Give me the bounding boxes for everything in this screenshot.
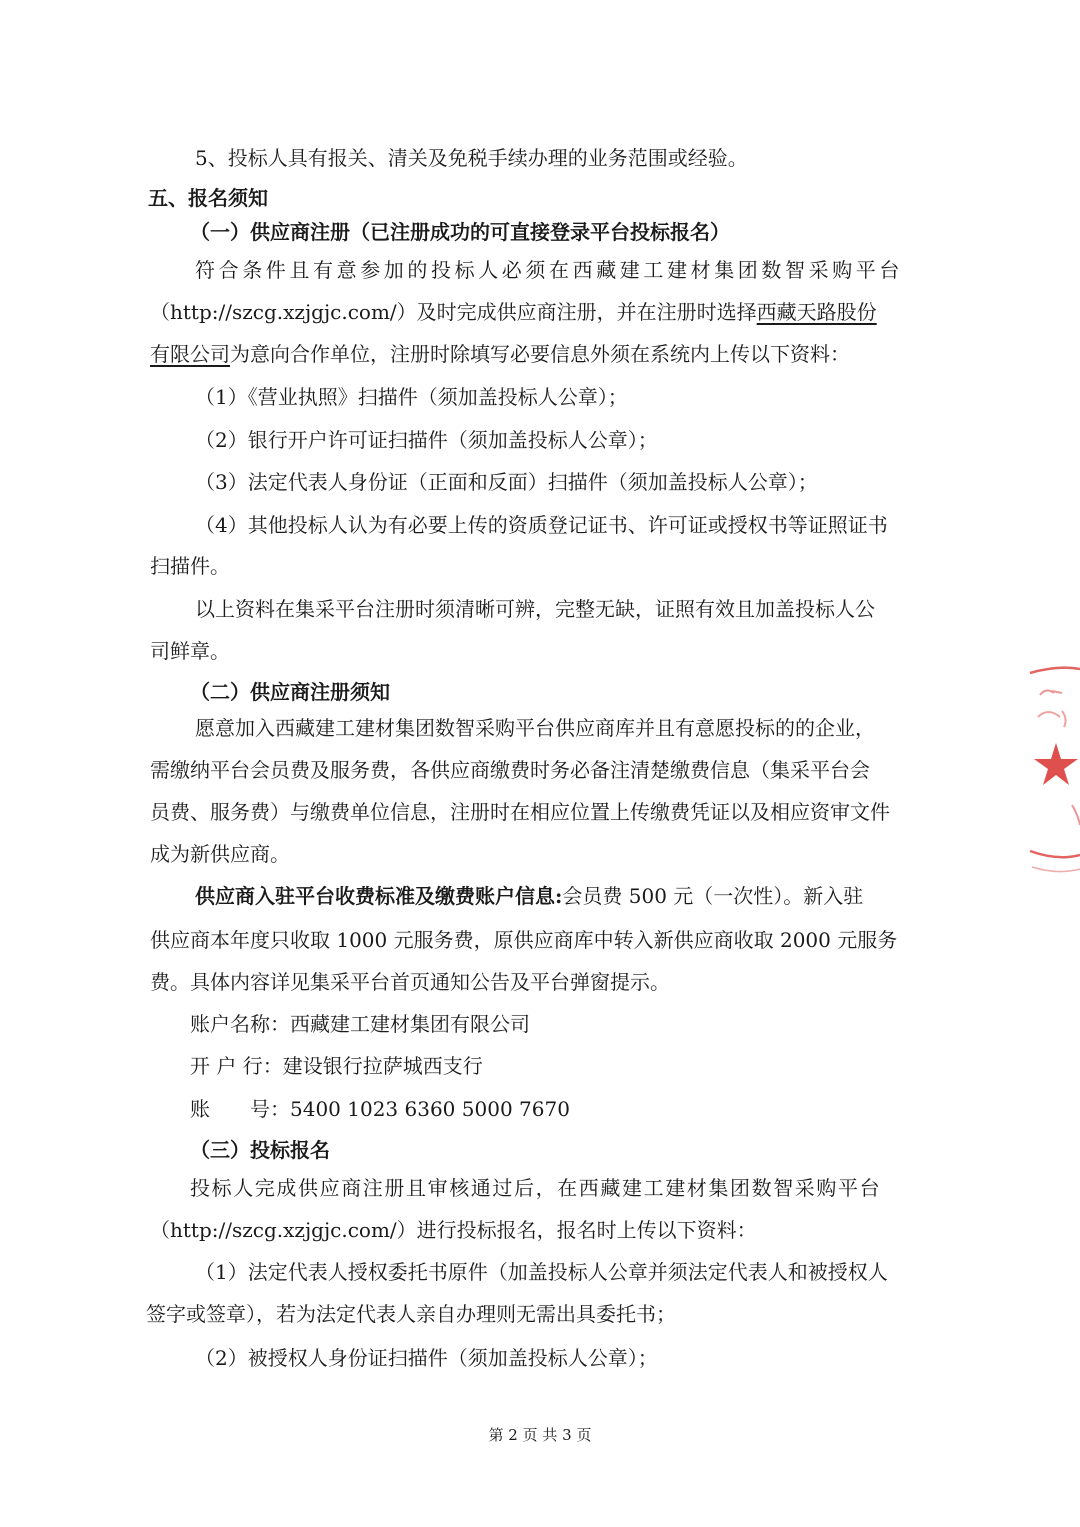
list-item: （2）被授权人身份证扫描件（须加盖投标人公章）；: [195, 1346, 658, 1370]
list-item-continued: 签字或签章），若为法定代表人亲自办理则无需出具委托书；: [146, 1302, 676, 1326]
list-item: （4）其他投标人认为有必要上传的资质登记证书、许可证或授权书等证照证书: [195, 513, 888, 537]
paragraph-line: [150, 340, 850, 368]
account-number: 账 号：5400 1023 6360 5000 7670: [190, 1097, 570, 1121]
paragraph-line: 供应商本年度只收取 1000 元服务费，原供应商库中转入新供应商收取 2000 元服务: [150, 928, 898, 952]
paragraph-line: 成为新供应商。: [150, 842, 290, 866]
underlined-company-suffix: 有限公司: [150, 342, 230, 366]
paragraph-line: [150, 298, 877, 326]
subheading-bid-registration: （三）投标报名: [190, 1138, 330, 1162]
paragraph-line: 以上资料在集采平台注册时须清晰可辨，完整无缺，证照有效且加盖投标人公: [195, 597, 875, 621]
section-heading-registration: 五、报名须知: [148, 186, 268, 210]
list-item: （1）法定代表人授权委托书原件（加盖投标人公章并须法定代表人和被授权人: [195, 1260, 888, 1284]
paragraph-line: 愿意加入西藏建工建材集团数智采购平台供应商库并且有意愿投标的的企业，: [195, 716, 875, 740]
paragraph-line: 需缴纳平台会员费及服务费，各供应商缴费时务必备注清楚缴费信息（集采平台会: [150, 758, 870, 782]
fee-standard-label: 供应商入驻平台收费标准及缴费账户信息:: [195, 884, 563, 908]
paragraph-line: 投标人完成供应商注册且审核通过后，在西藏建工建材集团数智采购平台: [190, 1176, 882, 1200]
platform-url-text: （http://szcg.xzjgjc.com/）及时完成供应商注册，并在注册时选择: [150, 300, 757, 324]
account-bank: 开 户 行：建设银行拉萨城西支行: [190, 1054, 483, 1078]
item-5-scope: 5、投标人具有报关、清关及免税手续办理的业务范围或经验。: [195, 146, 748, 170]
paragraph-line: 符合条件且有意参加的投标人必须在西藏建工建材集团数智采购平台: [195, 258, 903, 282]
fee-standard-text: 会员费 500 元（一次性）。新入驻: [562, 884, 864, 908]
list-item-continued: 扫描件。: [150, 554, 230, 578]
page-number-footer: 第 2 页 共 3 页: [488, 1426, 592, 1444]
subheading-supplier-registration: （一）供应商注册（已注册成功的可直接登录平台投标报名）: [190, 220, 730, 244]
paragraph-line: 费。具体内容详见集采平台首页通知公告及平台弹窗提示。: [150, 970, 670, 994]
list-item: （3）法定代表人身份证（正面和反面）扫描件（须加盖投标人公章）；: [195, 470, 818, 494]
seal-stamp-icon: [1018, 655, 1080, 885]
underlined-company-name: 西藏天路股份: [756, 300, 877, 324]
paragraph-line: [195, 882, 863, 910]
paragraph-text: 为意向合作单位，注册时除填写必要信息外须在系统内上传以下资料：: [230, 342, 850, 366]
paragraph-line: 员费、服务费）与缴费单位信息，注册时在相应位置上传缴费凭证以及相应资审文件: [150, 800, 890, 824]
list-item: （2）银行开户许可证扫描件（须加盖投标人公章）；: [195, 428, 658, 452]
subheading-registration-notes: （二）供应商注册须知: [190, 680, 390, 704]
list-item: （1）《营业执照》扫描件（须加盖投标人公章）；: [195, 385, 628, 409]
account-name: 账户名称：西藏建工建材集团有限公司: [190, 1012, 530, 1036]
paragraph-line: （http://szcg.xzjgjc.com/）进行投标报名，报名时上传以下资料：: [150, 1218, 757, 1242]
paragraph-line: 司鲜章。: [150, 639, 230, 663]
